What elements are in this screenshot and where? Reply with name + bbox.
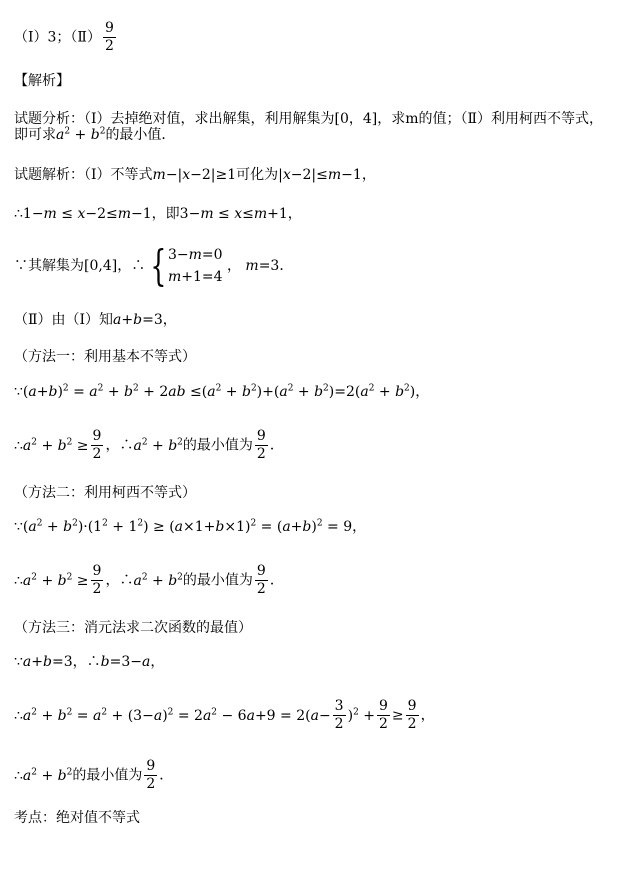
- method2-conclusion: $\therefore a^2 + b^2$ ≥ $\frac{9}{2}$ ，$\therefore a^2 + b^2$的最小值为 $\frac{9}{2}$ ．: [14, 563, 284, 597]
- method2-title: （方法二：利用柯西不等式）: [14, 485, 196, 501]
- answer-line: [14, 20, 118, 55]
- method3-substitution: ∵a+b=3，∴b=3−a，: [14, 654, 165, 670]
- method2-inequality: $\because(a^2 + b^2)\cdot(1^2 + 1^2) \ge (a\times 1+b\times 1)^2 = (a+b)^2 = 9$，: [14, 518, 367, 535]
- method3-conclusion: $\therefore a^2 + b^2$的最小值为 $\frac{9}{2}$ ．: [14, 758, 174, 792]
- part2-intro: （Ⅱ）由（Ⅰ）知a+b=3，: [14, 312, 177, 328]
- method3-expansion: $\therefore a^2 + b^2 = a^2 + (3-a)^2 = 2a^2 - 6a+9 = 2(a-$ $\frac{3}{2}$ )$^2$ + $\frac{9}{2}$ ≥ $\frac{9}{2}$ ，: [14, 698, 435, 732]
- solution-step-1: ∴1−m ≤ x−2≤m−1，即3−m ≤ x≤m+1，: [14, 206, 302, 222]
- analysis-line-1: 试题分析：（Ⅰ）去掉绝对值，求出解集，利用解集为[0，4]，求m的值；（Ⅱ）利用柯西不等式，: [14, 111, 604, 127]
- method1-inequality: $\because(a+b)^2 = a^2 + b^2 + 2ab \le(a^2 + b^2)+(a^2 + b^2)=2(a^2 + b^2)$，: [14, 383, 430, 400]
- solution-intro: 试题解析：（Ⅰ）不等式m−|x−2|≥1可化为|x−2|≤m−1，: [14, 167, 376, 183]
- method1-conclusion: $\therefore a^2 + b^2$ ≥ $\frac{9}{2}$ ，$\therefore a^2 + b^2$的最小值为 $\frac{9}{2}$ ．: [14, 428, 284, 462]
- analysis-heading: 【解析】: [14, 73, 70, 89]
- analysis-line-2: 即可求$a^2 + b^2$的最小值．: [14, 126, 176, 143]
- method1-title: （方法一：利用基本不等式）: [14, 349, 196, 365]
- answer-text: （Ⅰ）3；（Ⅱ）: [14, 29, 101, 46]
- solution-step-2: ∵其解集为[0,4]，∴ { 3−m=0 m+1=4 ， m=3．: [14, 241, 294, 290]
- method3-title: （方法三：消元法求二次函数的最值）: [14, 620, 252, 636]
- knowledge-point: 考点：绝对值不等式: [14, 810, 140, 826]
- answer-fraction: $\frac{9}{2}$: [104, 20, 114, 54]
